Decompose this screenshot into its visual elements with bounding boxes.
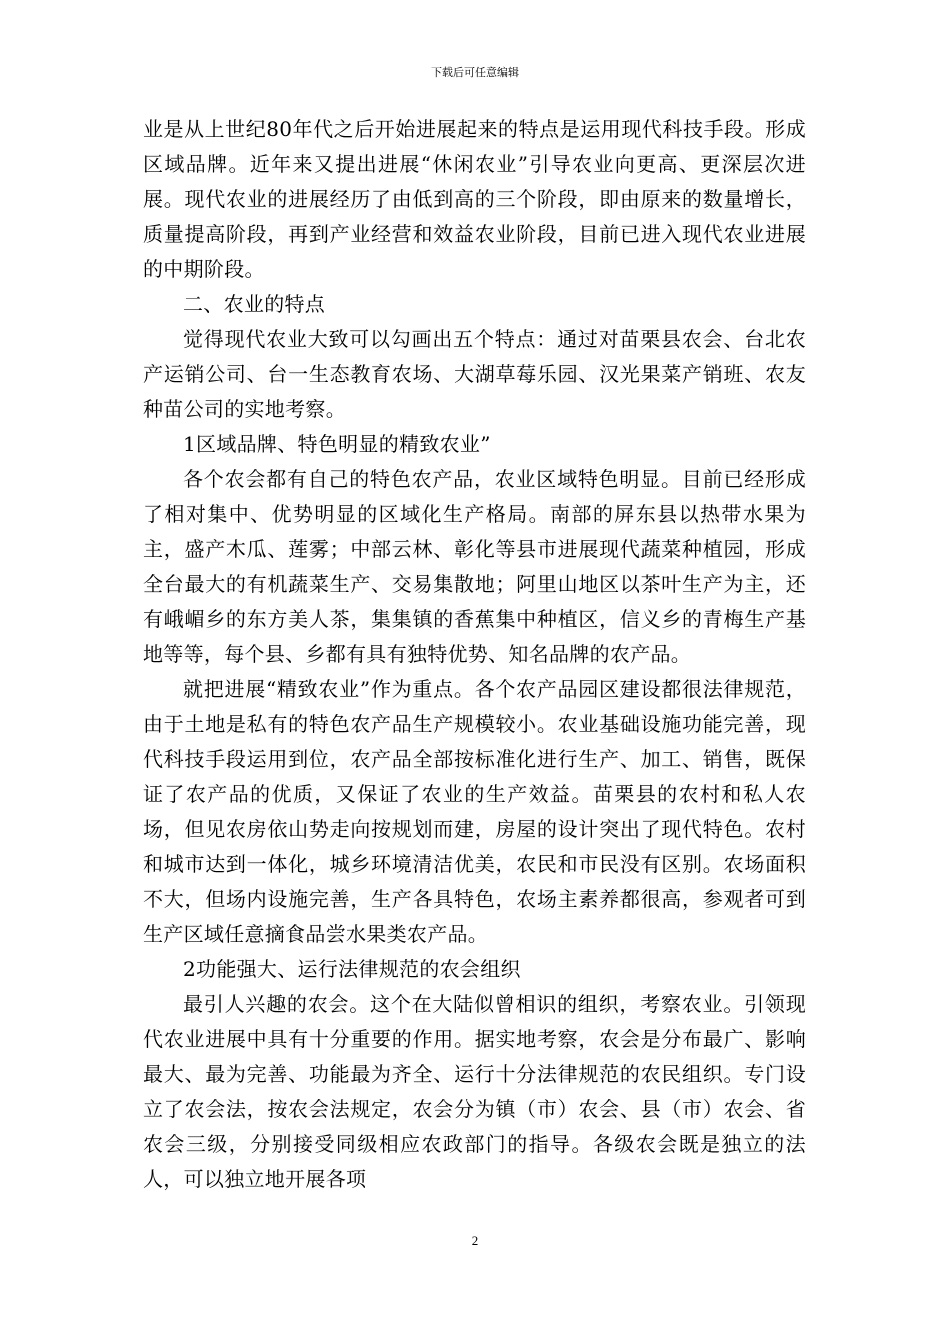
paragraph-continuation: 业是从上世纪80年代之后开始进展起来的特点是运用现代科技手段。形成区域品牌。近年来又提出进展“休闲农业”引导农业向更高、更深层次进展。现代农业的进展经历了由低到高的三个阶段，即由原来的数量增长，质量提高阶段，再到产业经营和效益农业阶段，目前已进入现代农业进展的中期阶段。 [143, 117, 806, 281]
document-body [143, 112, 806, 1197]
paragraph-farmers-association: 最引人兴趣的农会。这个在大陆似曾相识的组织，考察农业。引领现代农业进展中具有十分重要的作用。据实地考察，农会是分布最广、影响最大、最为完善、功能最为齐全、运行十分法律规范的农民组织。专门设立了农会法，按农会法规定，农会分为镇（市）农会、县（市）农会、省农会三级，分别接受同级相应农政部门的指导。各级农会既是独立的法人，可以独立地开展各项 [143, 992, 806, 1191]
section-heading-agriculture-features: 二、农业的特点 [183, 292, 326, 316]
paragraph-five-features: 觉得现代农业大致可以勾画出五个特点：通过对苗栗县农会、台北农产运销公司、台一生态教育农场、大湖草莓乐园、汉光果菜产销班、农友种苗公司的实地考察。 [143, 327, 806, 421]
subheading-farmers-association: 2功能强大、运行法律规范的农会组织 [183, 957, 521, 981]
page-number: 2 [471, 1233, 479, 1248]
page-header: 下载后可任意编辑 [431, 66, 519, 79]
paragraph-refined-agriculture: 就把进展“精致农业”作为重点。各个农产品园区建设都很法律规范，由于土地是私有的特色农产品生产规模较小。农业基础设施功能完善，现代科技手段运用到位，农产品全部按标准化进行生产、加工、销售，既保证了农产品的优质，又保证了农业的生产效益。苗栗县的农村和私人农场，但见农房依山势走向按规划而建，房屋的设计突出了现代特色。农村和城市达到一体化，城乡环境清洁优美，农民和市民没有区别。农场面积不大，但场内设施完善，生产各具特色，农场主素养都很高，参观者可到生产区域任意摘食品尝水果类农产品。 [143, 677, 806, 946]
subheading-regional-brand: 1区域品牌、特色明显的精致农业” [183, 432, 491, 456]
paragraph-regional-products: 各个农会都有自己的特色农产品，农业区域特色明显。目前已经形成了相对集中、优势明显的区域化生产格局。南部的屏东县以热带水果为主，盛产木瓜、莲雾；中部云林、彰化等县市进展现代蔬菜种植园，形成全台最大的有机蔬菜生产、交易集散地；阿里山地区以茶叶生产为主，还有峨嵋乡的东方美人茶，集集镇的香蕉集中种植区，信义乡的青梅生产基地等等，每个县、乡都有具有独特优势、知名品牌的农产品。 [143, 467, 806, 666]
